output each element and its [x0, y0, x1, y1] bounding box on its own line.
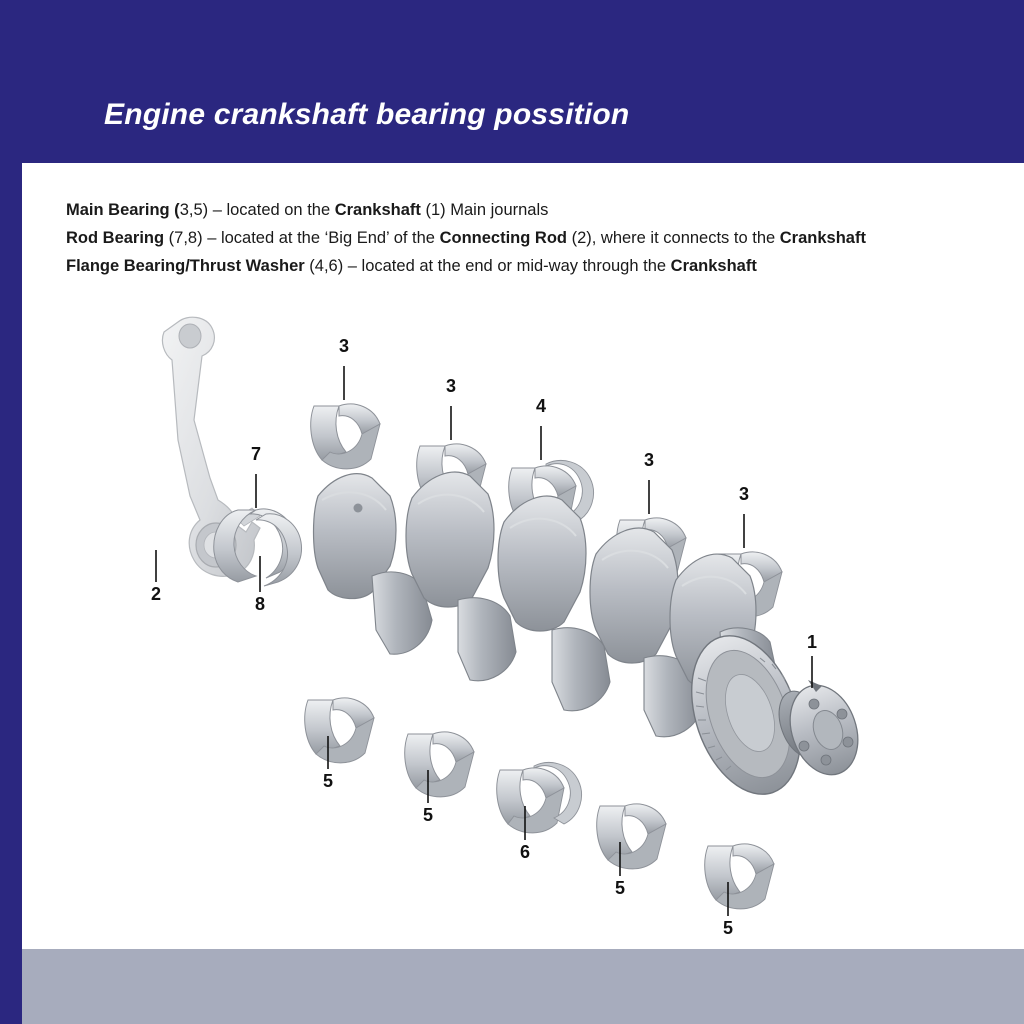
desc2-text-a: (7,8) – located at the ‘Big End’ of the — [164, 229, 440, 247]
desc2-rod-bearing: Rod Bearing — [66, 229, 165, 247]
callout-label-3b: 3 — [445, 376, 457, 396]
part-main-bearing-shell-lower-2 — [405, 732, 474, 797]
header-band — [22, 0, 1024, 163]
part-crankshaft — [314, 472, 870, 809]
desc3-flange-bearing: Flange Bearing/Thrust Washer — [66, 257, 305, 275]
callout-label-3a: 3 — [338, 336, 350, 356]
part-main-bearing-shell-lower-4 — [705, 844, 774, 909]
part-rod-bearing-shell-8 — [256, 514, 302, 586]
desc3-text-a: (4,6) – located at the end or mid-way through the — [304, 257, 671, 275]
description-block — [66, 196, 996, 280]
callout-label-5d: 5 — [722, 918, 734, 938]
callout-label-4: 4 — [535, 396, 547, 416]
desc3-crankshaft: Crankshaft — [670, 257, 757, 275]
callout-label-1: 1 — [806, 632, 818, 652]
callout-label-6: 6 — [519, 842, 531, 862]
desc1-main-bearing: Main Bearing ( — [66, 201, 180, 219]
callout-label-3c: 3 — [643, 450, 655, 470]
part-main-bearing-shell-lower-3 — [597, 804, 666, 869]
callout-label-5a: 5 — [322, 771, 334, 791]
part-flange-bearing-lower-6 — [497, 762, 582, 832]
description-line-2 — [66, 224, 996, 252]
desc2-crankshaft: Crankshaft — [779, 229, 866, 247]
desc2-text-b: (2), where it connects to the — [566, 229, 780, 247]
desc2-connecting-rod: Connecting Rod — [439, 229, 567, 247]
callout-label-3d: 3 — [738, 484, 750, 504]
description-line-3 — [66, 252, 996, 280]
footer-accent-corner — [0, 949, 22, 1024]
crankshaft-exploded-diagram — [60, 300, 970, 940]
part-connecting-rod — [162, 317, 260, 576]
callout-label-5c: 5 — [614, 878, 626, 898]
page-title: Engine crankshaft bearing possition — [104, 98, 630, 131]
callout-label-8: 8 — [254, 594, 266, 614]
callout-label-2: 2 — [150, 584, 162, 604]
callout-label-5b: 5 — [422, 805, 434, 825]
desc1-crankshaft: Crankshaft — [334, 201, 421, 219]
desc1-text-a: 3,5) – located on the — [179, 201, 335, 219]
desc1-text-b: (1) Main journals — [420, 201, 549, 219]
left-accent-bar — [0, 0, 22, 1024]
callout-label-7: 7 — [250, 444, 262, 464]
footer-band — [0, 949, 1024, 1024]
description-line-1 — [66, 196, 996, 224]
part-main-bearing-shell-upper-1 — [311, 404, 380, 469]
part-main-bearing-shell-lower-1 — [305, 698, 374, 763]
